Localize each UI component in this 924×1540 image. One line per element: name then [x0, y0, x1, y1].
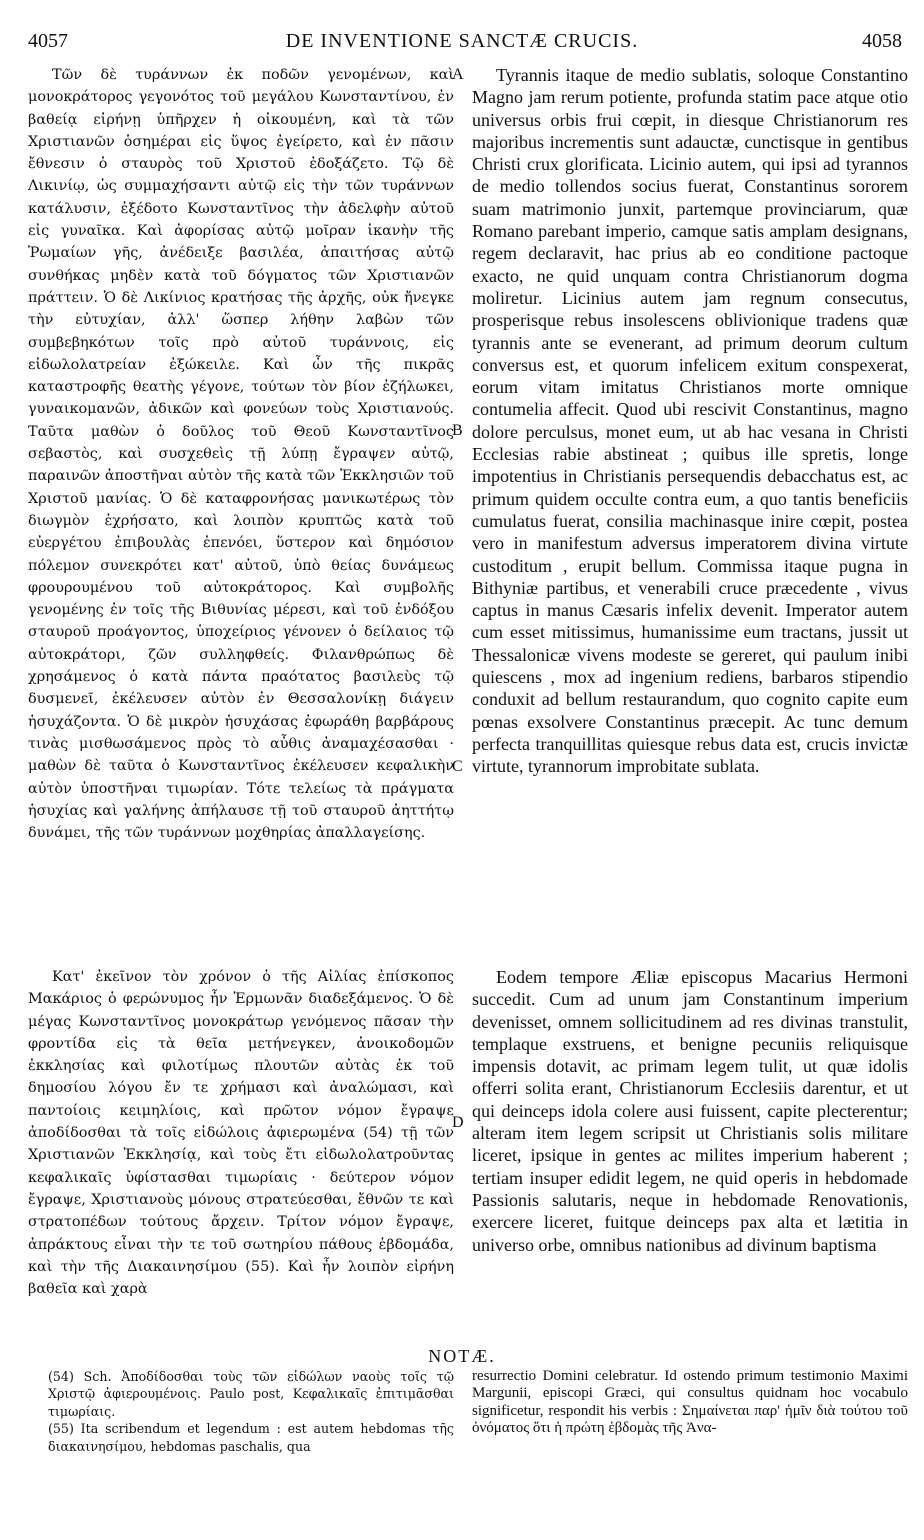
page-number-right: 4058	[862, 30, 902, 52]
footnote-54: (54) Sch. Ἀποδίδοσθαι τοὺς τῶν εἰδώλων ναοὺς τοῖς τῷ Χριστῷ ἀφιερουμένοις. Paulo post, Κεφαλικαῖς ἐπιτιμᾶσθαι τιμωρίαις.	[48, 1369, 454, 1419]
greek-paragraph-1: Τῶν δὲ τυράννων ἐκ ποδῶν γενομένων, καὶ μονοκράτορος γεγονότος τοῦ μεγάλου Κωνσταντίνου, ἐν βαθείᾳ εἰρήνῃ ὑπῆρχεν ἡ οἰκουμένη, καὶ τὰ τῶν Χριστιανῶν ὁσημέραι εἰς ὕψος ἐγείρετο, καὶ ἐν πᾶσιν ἔθνεσιν ὁ σταυρὸς τοῦ Χριστοῦ ἐδοξάζετο. Τῷ δὲ Λικινίῳ, ὡς συμμαχήσαντι αὐτῷ εἰς τὴν τῶν τυράννων κατάλυσιν, ἐξέδοτο Κωνσταντῖνος τὴν ἀδελφὴν αὐτοῦ εἰς γυναῖκα. Καὶ ἀφορίσας αὐτῷ μοῖραν ἱκανὴν τῆς Ῥωμαίων γῆς, ἀνέδειξε βασιλέα, ἀπαιτήσας αὐτῷ συνθήκας μηδὲν κατὰ τοῦ δόγματος τῶν Χριστιανῶν πράττειν. Ὁ δὲ Λικίνιος κρατήσας τῆς ἀρχῆς, οὐκ ἤνεγκε τὴν εὐτυχίαν, ἀλλ' ὥσπερ λήθην λαβὼν τῶν συμβεβηκότων τοῖς πρὸ αὐτοῦ τυράννοις, εἰς εἰδωλολατρείαν ἐξώκειλε. Καὶ ὧν τῆς πικρᾶς καταστροφῆς θεατὴς γέγονε, τούτων τὸν βίον ἐζήλωκει, γυναικομανῶν, ἀδικῶν καὶ φονεύων τοὺς Χριστιανούς. Ταῦτα μαθὼν ὁ δοῦλος τοῦ Θεοῦ Κωνσταντῖνος σεβαστὸς, καὶ συσχεθεὶς τῇ λύπῃ ἔγραψεν αὐτῷ, παραινῶν ἀποστῆναι αὐτὸν τῆς κατὰ τῶν Ἐκκλησιῶν τοῦ Χριστοῦ μανίας. Ὁ δὲ καταφρονήσας μανικωτέρως τὸν διωγμὸν ἐχρήσατο, καὶ λοιπὸν κρυπτῶς κατὰ τοῦ εὐεργέτου ἐπιβουλὰς ἐπενόει, ὕστερον καὶ δημόσιον πόλεμον συνεκρότει κατ' αὐτοῦ, ὑπὸ θείας δυνάμεως φρουρουμένου τοῦ αὐτοκράτορος. Καὶ συμβολῆς γενομένης ἐν τοῖς τῆς Βιθυνίας μέρεσι, καὶ τοῦ ἐνδόξου σταυροῦ προάγοντος, ὑποχείριος γένονεν ὁ δείλαιος τῷ αὐτοκράτορι, ζῶν συλληφθείς. Φιλανθρώπως δὲ χρησάμενος ὁ κατὰ πάντα πραότατος βασιλεὺς τῷ δυσμενεῖ, ἐκέλευσεν αὐτὸν ἐν Θεσσαλονίκῃ διάγειν ἡσυχάζοντα. Ὁ δὲ μικρὸν ἡσυχάσας ἐφωράθη βαρβάρους τινὰς μισθωσάμενος πρὸς τὸ αὖθις ἀναμαχέσασθαι · μαθὼν δὲ ταῦτα ὁ Κωνσταντῖνος ἐκέλευσεν κεφαλικὴν αὐτὸν ὑποστῆναι τιμωρίαν. Τότε τελείως τὰ πράγματα ἡσυχίας καὶ γαλήνης ἀπήλαυσε τῇ τοῦ σταυροῦ ἀηττήτῳ δυνάμει, τῆς τῶν τυράννων μοχθηρίας ἀπαλλαγείσης.	[28, 67, 454, 842]
page-number-left: 4057	[28, 30, 68, 52]
margin-marker-a: A	[452, 66, 464, 83]
margin-marker-c: C	[452, 758, 463, 775]
notes-heading: NOTÆ.	[428, 1346, 496, 1366]
latin-paragraph-1: Tyrannis itaque de medio sublatis, soloque Constantino Magno jam rerum potiente, profunda statim pace atque otio universus orbis frui cœpit, in diesque Christianorum res majoribus incrementis sunt adauctæ, cunctisque in gentibus Christi crux glorificata. Licinio autem, qui ipsi ad tyrannos de medio tollendos socius fuerat, Constantinus sororem suam matrimonio junxit, partemque provinciarum, quæ Romano parebant imperio, camque satis amplam designans, regem declaravit, hac prius ab eo conditione pactoque exacto, ne quid unquam contra Christianorum dogma moliretur. Licinius autem jam regnum consecutus, prosperisque rebus insolescens oblivionique tradens quæ tyrannis ante se evenerant, ad primum deorum cultum conversus est, et quorum infelicem exitum conspexerat, eorum vitam imitatus Christianos morte omnique contumelia affecit. Quod ubi rescivit Constantinus, magno dolore perculsus, monet eum, ut ab hac vesana in Christi Ecclesias rabie abstineat ; quibus ille spretis, longe impotentius in Christianis persequendis debacchatus est, ac primum quidem occulte contra eum, a quo tantis beneficiis cumulatus fuerat, consilia machinasque inire cœpit, postea vero in manifestum adversus imperatorem divina virtute custoditum , erupit bellum. Commissa itaque pugna in Bithyniæ partibus, et venerabili cruce præcedente , vivus captus in manus Cæsaris infelix devenit. Imperator autem cum esset mitissimus, humanissime eum tractans, jussit ut Thessalonicæ vivens modeste se gereret, qui paulum inibi quiescens , mox ad ingenium rediens, barbaros stipendio conduxit ad bellum restaurandum, quo cognito capite eum pœnas exsolvere Constantinus præcepit. Ac tunc demum perfecta tranquillitas quiesque rebus data est, crucis invictæ virtute, tyrannorum improbitate sublata.	[472, 65, 908, 777]
latin-paragraph-2: Eodem tempore Æliæ episcopus Macarius Hermoni succedit. Cum ad unum jam Constantinum imperium devenisset, omnem sollicitudinem ad res divinas transtulit, templaque exstruens, et benigne pecuniis reliquisque impensis dotavit, ac primam legem tulit, ut quæ idolis offerri solita erant, Christianorum Ecclesiis darentur, et ut qui deinceps idola colere ausi fuissent, capite plecterentur; alteram item legem scripsit ut Christianis solis militare liceret, ipsique in gentes ac milites imperium haberent ; tertiam insuper edidit legem, ne quid operis in hebdomade Passionis salutaris, neque in hebdomade Renovationis, exercere liceret, fuitque deinceps pax alta et lætitia in universo orbe, omnibus nationibus ad divinum baptisma	[472, 967, 908, 1255]
latin-column-section-2	[472, 966, 908, 1256]
footnote-55: (55) Ita scribendum et legendum : est autem hebdomas τῆς διακαινησίμου, hebdomas paschalis, qua	[48, 1421, 454, 1454]
greek-column-section-2	[28, 966, 454, 1300]
running-header	[0, 30, 924, 58]
latin-column-section-1	[472, 64, 908, 778]
footnotes-right	[472, 1368, 908, 1438]
margin-marker-b: B	[452, 422, 463, 439]
margin-marker-d: D	[452, 1114, 464, 1131]
greek-paragraph-2: Κατ' ἐκεῖνον τὸν χρόνον ὁ τῆς Αἰλίας ἐπίσκοπος Μακάριος ὁ φερώνυμος ἦν Ἑρμωνᾶν διαδεξάμενος. Ὁ δὲ μέγας Κωνσταντῖνος μονοκράτωρ γενόμενος πᾶσαν τὴν φροντίδα εἰς τὰ θεῖα μετήνεγκεν, ἀνοικοδομῶν ἐκκλησίας καὶ φιλοτίμως πλουτῶν αὐτὰς ἐκ τοῦ δημοσίου λόγου ἔν τε χρήμασι καὶ ἀναλώμασι, καὶ παντοίοις κειμηλίοις, καὶ πρῶτον νόμον ἔγραψε ἀποδίδοσθαι τὰ τοῖς εἰδώλοις ἀφιερωμένα (54) τῇ τῶν Χριστιανῶν Ἐκκλησίᾳ, καὶ τοὺς ἔτι εἰδωλολατροῦντας κεφαλικαῖς ὑφίστασθαι τιμωρίαις · δεύτερον νόμον ἔγραψε, Χριστιανοὺς μόνους στρατεύεσθαι, ἔθνῶν τε καὶ στρατοπέδων τούτους ἄρχειν. Τρίτον νόμον ἔγραψε, ἀπράκτους εἶναι τὴν τε τοῦ σωτηρίου πάθους ἑβδομάδα, καὶ τὴν τῆς Διακαινησίμου (55). Καὶ ἦν λοιπὸν εἰρήνη βαθεῖα καὶ χαρὰ	[28, 969, 454, 1298]
greek-column-section-1	[28, 64, 454, 844]
footnotes-left	[48, 1368, 454, 1455]
page-title: DE INVENTIONE SANCTÆ CRUCIS.	[285, 30, 639, 52]
footnote-55-continued: resurrectio Domini celebratur. Id ostendo primum testimonio Maximi Margunii, episcopi Græci, qui consultus quidnam hoc vocabulo significetur, respondit his verbis : Σημαίνεται παρ' ἡμῖν διὰ τούτου τοῦ ὀνόματος ὅτι ἡ πρώτη ἑβδομὰς τῆς Ἀνα-	[472, 1368, 908, 1437]
